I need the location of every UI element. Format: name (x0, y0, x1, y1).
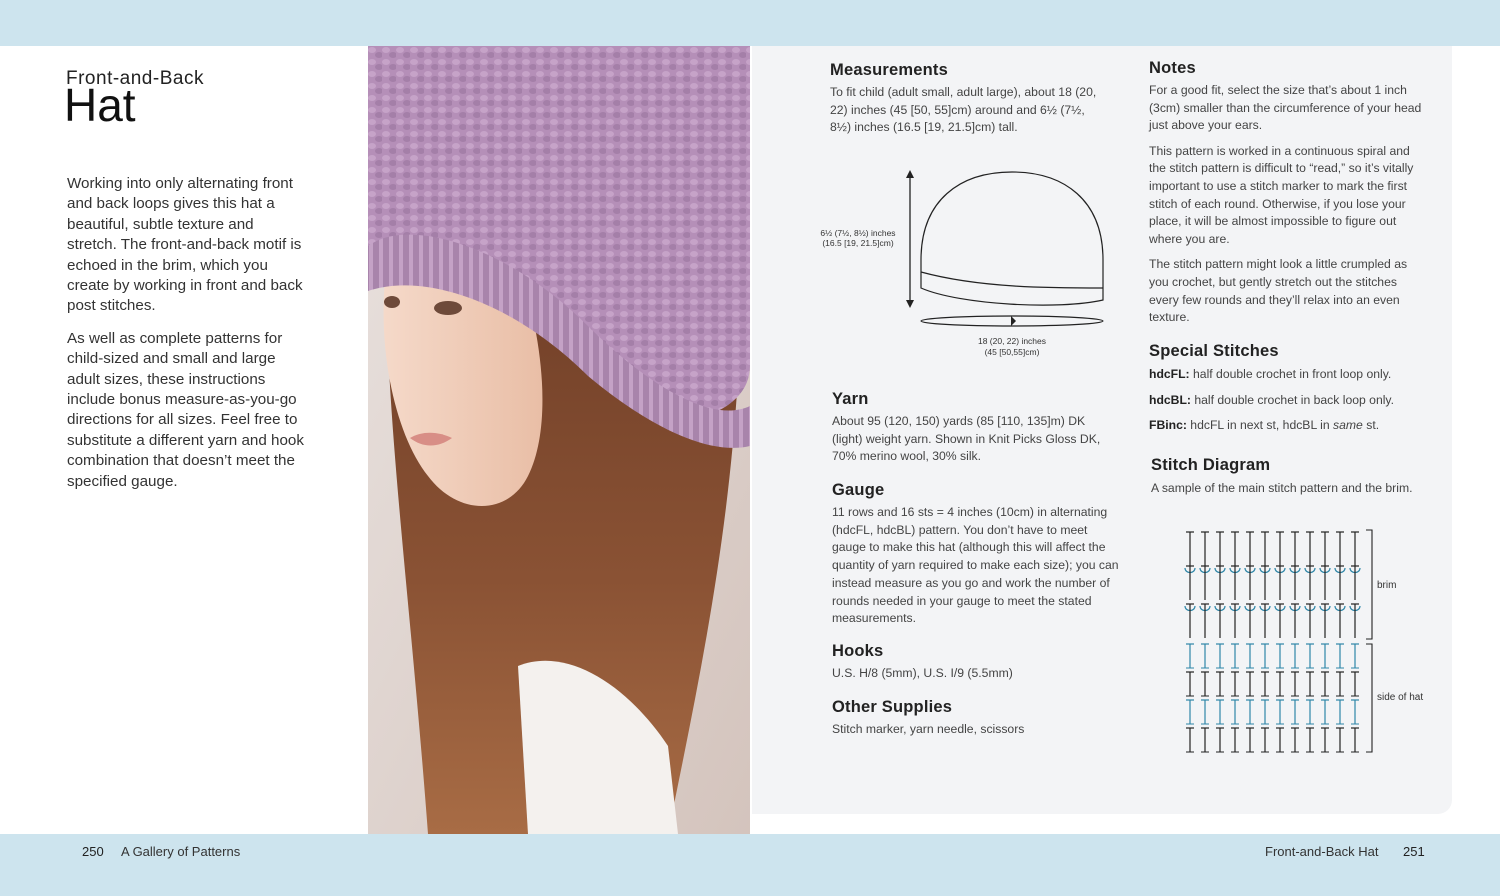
pattern-kicker: Front-and-Back (66, 68, 204, 89)
hat-measurement-diagram (810, 160, 1120, 360)
special-stitches-heading: Special Stitches (1149, 342, 1279, 360)
stitch-diagram-heading: Stitch Diagram (1151, 456, 1271, 474)
photo-illustration (368, 46, 750, 834)
term-fbinc: FBinc: (1149, 418, 1187, 433)
stitch-diagram (1176, 522, 1446, 758)
brim-line (921, 272, 1103, 288)
intro-paragraph-1: Working into only alternating front and back loops gives this hat a beautiful, subtle texture and stretch. The front-and-back motif is echoed in the brim, which you create by working in front and back post stitches. (67, 175, 303, 315)
notes-paragraph-1: For a good fit, select the size that’s about 1 inch (3cm) smaller than the circumference of your head just above your ears. (1149, 83, 1422, 133)
stitch-diagram-caption: A sample of the main stitch pattern and the brim. (1151, 481, 1413, 495)
hat-outline (921, 172, 1103, 288)
intro-paragraph-2: As well as complete patterns for child-sized and small and large adult sizes, these instructions include bonus measure-as-you-go directions for all sizes. Feel free to substitute a different yarn and hook combination that doesn’t meet the specified gauge. (67, 329, 304, 490)
circumference-arrow (1011, 316, 1016, 326)
notes-text (1149, 82, 1425, 335)
left-running-head: A Gallery of Patterns (121, 844, 241, 859)
measurements-heading: Measurements (830, 61, 948, 79)
circumference-label-2: (45 [50,55]cm) (984, 347, 1040, 357)
other-supplies-text: Stitch marker, yarn needle, scissors (832, 722, 1025, 736)
def-fbinc-em: same (1333, 418, 1363, 433)
def-fbinc-b: st. (1362, 418, 1380, 433)
other-supplies-heading: Other Supplies (832, 698, 953, 716)
stitch-def-hdcfl (1149, 366, 1449, 384)
yarn-heading: Yarn (832, 390, 869, 408)
brim-label: brim (1377, 580, 1397, 591)
hooks-heading: Hooks (832, 642, 884, 660)
right-page-number: 251 (1403, 844, 1425, 859)
term-hdcbl: hdcBL: (1149, 392, 1191, 407)
stitch-def-hdcbl (1149, 392, 1449, 410)
special-stitches-list (1149, 366, 1449, 443)
height-label-2: (16.5 [19, 21.5]cm) (822, 238, 894, 248)
height-label-1: 6½ (7½, 8½) inches (820, 228, 896, 238)
hat-photo (368, 46, 750, 834)
side-bracket (1366, 644, 1372, 752)
circumference-label-1: 18 (20, 22) inches (977, 336, 1047, 346)
hooks-text: U.S. H/8 (5mm), U.S. I/9 (5.5mm) (832, 666, 1013, 680)
brim-bracket (1366, 530, 1372, 639)
height-arrow-bottom (906, 300, 914, 308)
term-hdcfl: hdcFL: (1149, 367, 1190, 381)
stitch-symbols (1185, 532, 1360, 752)
left-page-number: 250 (82, 844, 104, 859)
def-hdcbl: half double crochet in back loop only. (1190, 392, 1395, 407)
notes-paragraph-2: This pattern is worked in a continuous spiral and the stitch pattern is difficult to “read,” so it’s vitally important to use a stitch marker to mark the first stitch of each round. Otherwise, if you lose your place, it will be almost impossible to figure out where you are. (1149, 143, 1414, 247)
yarn-text: About 95 (120, 150) yards (85 [110, 135]m) DK (light) weight yarn. Shown in Knit Picks Gloss DK, 70% merino wool, 30% silk. (832, 414, 1101, 464)
notes-paragraph-3: The stitch pattern might look a little crumpled as you crochet, but gently stretch out the stitches every few rounds and they’ll relax into an even texture. (1149, 257, 1408, 325)
intro-text (67, 174, 307, 504)
hat-bottom-edge (921, 272, 1103, 305)
gauge-text: 11 rows and 16 sts = 4 inches (10cm) in alternating (hdcFL, hdcBL) pattern. You don’t have to meet gauge to make this hat (although this will affect the quantity of yarn required to make each size); you can instead measure as you go and work the number of rounds needed in your gauge to meet the stated measurements. (832, 505, 1119, 626)
notes-heading: Notes (1149, 59, 1196, 77)
def-fbinc-a: hdcFL in next st, hdcBL in (1186, 418, 1334, 433)
measurements-text: To fit child (adult small, adult large), about 18 (20, 22) inches (45 [50, 55]cm) around and 6½ (7½, 8½) inches (16.5 [19, 21.5]cm) tall. (830, 85, 1097, 135)
right-running-head: Front-and-Back Hat (1265, 844, 1379, 859)
stitch-def-fbinc (1149, 417, 1449, 435)
height-arrow-top (906, 170, 914, 178)
top-band (0, 0, 1500, 46)
pattern-title: Hat (64, 79, 136, 131)
side-of-hat-label: side of hat (1377, 692, 1424, 703)
gauge-heading: Gauge (832, 481, 885, 499)
def-hdcfl: half double crochet in front loop only. (1189, 367, 1392, 381)
